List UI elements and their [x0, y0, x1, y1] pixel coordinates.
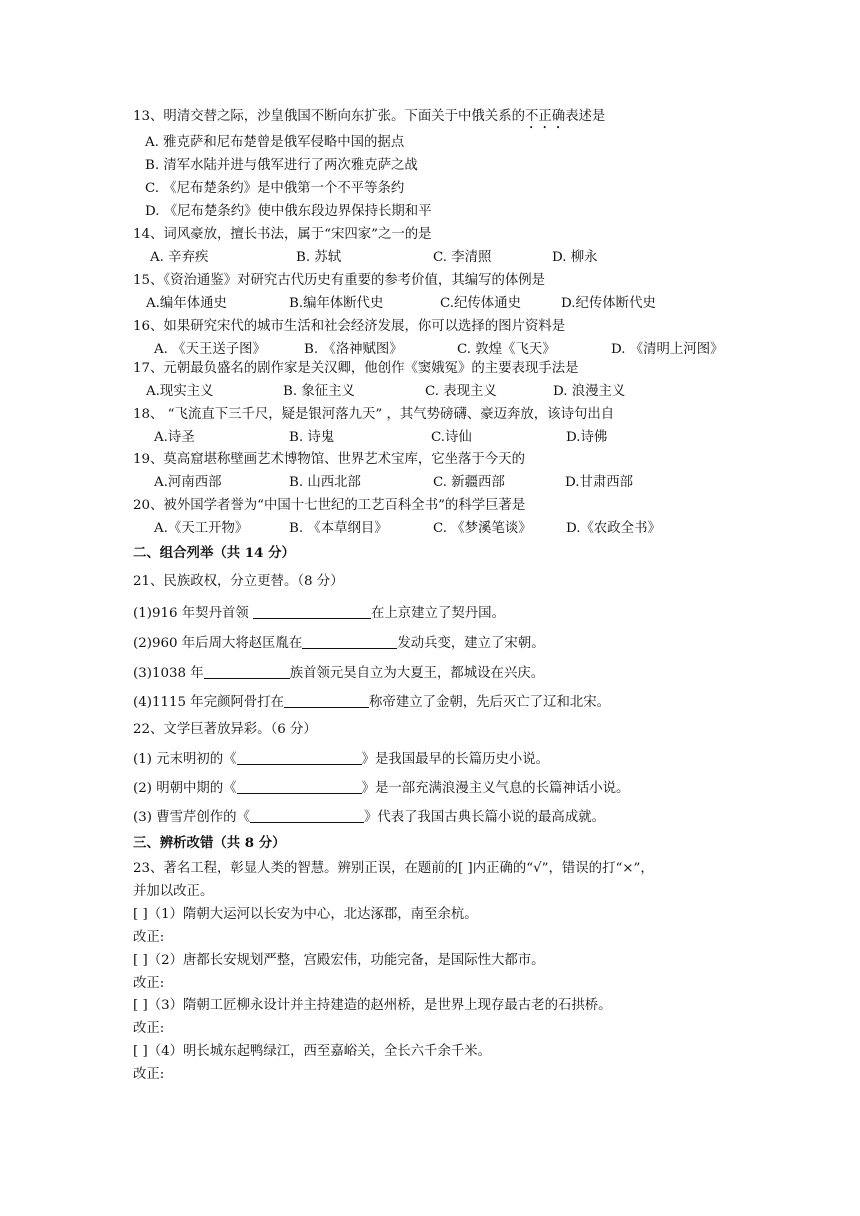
- q23-item-3: [133, 997, 612, 1015]
- statement-text: （3）隋朝工匠柳永设计并主持建造的赵州桥，是世界上现存最古老的石拱桥。: [147, 998, 612, 1013]
- item-suffix: 发动兵变，建立了宋朝。: [397, 636, 545, 651]
- statement-text: （1）隋朝大运河以长安为中心，北达涿郡，南至余杭。: [147, 907, 478, 922]
- q20-option-b: B. 《本草纲目》: [289, 521, 388, 536]
- item-prefix: (1) 元末明初的《: [133, 752, 237, 767]
- q15-option-b: B.编年体断代史: [289, 296, 384, 311]
- q14-option-a: A. 辛弃疾: [150, 250, 209, 265]
- item-prefix: (2) 明朝中期的《: [133, 781, 237, 796]
- question-16-stem: 16、如果研究宋代的城市生活和社会经济发展，你可以选择的图片资料是: [133, 319, 566, 334]
- q22-item-1: [133, 750, 549, 769]
- item-prefix: (2)960 年后周大将赵匡胤在: [133, 636, 303, 651]
- q16-option-d: D. 《清明上河图》: [611, 342, 724, 357]
- question-22-stem: 22、文学巨著放异彩。（6 分）: [133, 722, 317, 737]
- item-suffix: 》是一部充满浪漫主义气息的长篇神话小说。: [361, 781, 630, 796]
- stem-text-end: 表述是: [565, 109, 606, 124]
- question-23-stem-line2: 并加以改正。: [133, 884, 214, 899]
- answer-blank[interactable]: [284, 693, 369, 708]
- answer-bracket[interactable]: [ ]: [133, 1044, 148, 1059]
- q17-option-d: D. 浪漫主义: [553, 384, 626, 399]
- q14-option-d: D. 柳永: [552, 250, 598, 265]
- q22-item-2: [133, 779, 629, 798]
- statement-text: （4）明长城东起鸭绿江，西至嘉峪关，全长六千余千米。: [147, 1044, 492, 1059]
- item-suffix: 》代表了我国古典长篇小说的最高成就。: [363, 810, 605, 825]
- item-suffix: 族首领元昊自立为大夏王，都城设在兴庆。: [289, 666, 545, 681]
- item-suffix: 在上京建立了契丹国。: [371, 606, 505, 621]
- q18-option-b: B. 诗鬼: [289, 430, 335, 445]
- q22-item-3: [133, 808, 605, 827]
- q23-item-4: [133, 1043, 491, 1061]
- q20-option-a: A.《天工开物》: [154, 521, 249, 536]
- q23-item-3-fix: 改正:: [133, 1021, 165, 1036]
- q13-option-c: C. 《尼布楚条约》是中俄第一个不平等条约: [145, 181, 405, 196]
- answer-blank[interactable]: [237, 779, 362, 794]
- answer-blank[interactable]: [237, 750, 362, 765]
- question-15-stem: 15、《资治通鉴》对研究古代历史有重要的参考价值，其编写的体例是: [133, 273, 546, 288]
- q19-option-b: B. 山西北部: [289, 475, 361, 490]
- q21-item-4: [133, 693, 610, 712]
- q13-option-d: D. 《尼布楚条约》使中俄东段边界保持长期和平: [145, 204, 432, 219]
- q13-option-b: B. 清军水陆并进与俄军进行了两次雅克萨之战: [145, 158, 418, 173]
- question-18-stem: 18、 “飞流直下三千尺，疑是银河落九天” ，其气势磅礴、豪迈奔放，该诗句出自: [133, 407, 615, 422]
- q15-option-c: C.纪传体通史: [440, 296, 521, 311]
- q18-option-c: C.诗仙: [431, 430, 472, 445]
- q17-option-c: C. 表现主义: [425, 384, 497, 399]
- q23-item-1-fix: 改正:: [133, 930, 165, 945]
- item-prefix: (3) 曹雪芹创作的《: [133, 810, 250, 825]
- q17-option-a: A.现实主义: [146, 384, 214, 399]
- q21-item-1: [133, 604, 505, 623]
- q16-option-b: B. 《洛神赋图》: [304, 342, 403, 357]
- q21-item-3: [133, 664, 544, 683]
- q16-option-a: A. 《天王送子图》: [154, 342, 266, 357]
- q20-option-d: D.《农政全书》: [566, 521, 661, 536]
- q23-item-2-fix: 改正:: [133, 976, 165, 991]
- q21-item-2: [133, 634, 545, 653]
- section-2-title: 二、组合列举（共 14 分）: [133, 545, 295, 561]
- section-3-title: 三、辨析改错（共 8 分）: [133, 835, 286, 851]
- answer-blank[interactable]: [204, 664, 290, 679]
- q18-option-a: A.诗圣: [154, 430, 195, 445]
- question-13-stem: [133, 108, 605, 132]
- stem-text: 13、明清交替之际，沙皇俄国不断向东扩张。下面关于中俄关系的: [133, 109, 525, 124]
- statement-text: （2）唐都长安规划严整，宫殿宏伟，功能完备，是国际性大都市。: [147, 953, 545, 968]
- q20-option-c: C. 《梦溪笔谈》: [433, 521, 532, 536]
- answer-bracket[interactable]: [ ]: [133, 907, 148, 922]
- question-20-stem: 20、被外国学者誉为“中国十七世纪的工艺百科全书”的科学巨著是: [133, 498, 526, 513]
- q13-option-a: A. 雅克萨和尼布楚曾是俄军侵略中国的据点: [145, 135, 405, 150]
- item-prefix: (1)916 年契丹首领: [133, 606, 253, 621]
- question-17-stem: 17、元朝最负盛名的剧作家是关汉卿，他创作《窦娥冤》的主要表现手法是: [133, 361, 579, 376]
- q19-option-d: D.甘肃西部: [565, 475, 634, 490]
- q23-item-4-fix: 改正:: [133, 1067, 165, 1082]
- q15-option-d: D.纪传体断代史: [561, 296, 656, 311]
- item-prefix: (4)1115 年完颜阿骨打在: [133, 695, 285, 710]
- item-prefix: (3)1038 年: [133, 666, 204, 681]
- q19-option-c: C. 新疆西部: [433, 475, 505, 490]
- emphasized-not-correct: 不正确: [524, 109, 566, 124]
- q14-option-c: C. 李清照: [433, 250, 492, 265]
- q14-option-b: B. 苏轼: [296, 250, 342, 265]
- q23-item-1: [133, 906, 478, 924]
- question-23-stem-line1: 23、著名工程，彰显人类的智慧。辨别正误，在题前的[ ]内正确的“√”，错误的打“×”，: [133, 861, 654, 876]
- question-14-stem: 14、词风豪放，擅长书法，属于“宋四家”之一的是: [133, 227, 432, 242]
- q19-option-a: A.河南西部: [154, 475, 222, 490]
- q16-option-c: C. 敦煌《飞天》: [457, 342, 556, 357]
- answer-blank[interactable]: [302, 634, 397, 649]
- answer-bracket[interactable]: [ ]: [133, 998, 148, 1013]
- answer-blank[interactable]: [253, 604, 371, 619]
- item-suffix: 》是我国最早的长篇历史小说。: [361, 752, 550, 767]
- answer-blank[interactable]: [250, 808, 364, 823]
- q18-option-d: D.诗佛: [566, 430, 608, 445]
- question-21-stem: 21、民族政权，分立更替。（8 分）: [133, 574, 344, 589]
- q23-item-2: [133, 952, 545, 970]
- item-suffix: 称帝建立了金朝，先后灭亡了辽和北宋。: [369, 695, 611, 710]
- q15-option-a: A.编年体通史: [146, 296, 227, 311]
- q17-option-b: B. 象征主义: [283, 384, 355, 399]
- question-19-stem: 19、莫高窟堪称壁画艺术博物馆、世界艺术宝库，它坐落于今天的: [133, 452, 525, 467]
- answer-bracket[interactable]: [ ]: [133, 953, 148, 968]
